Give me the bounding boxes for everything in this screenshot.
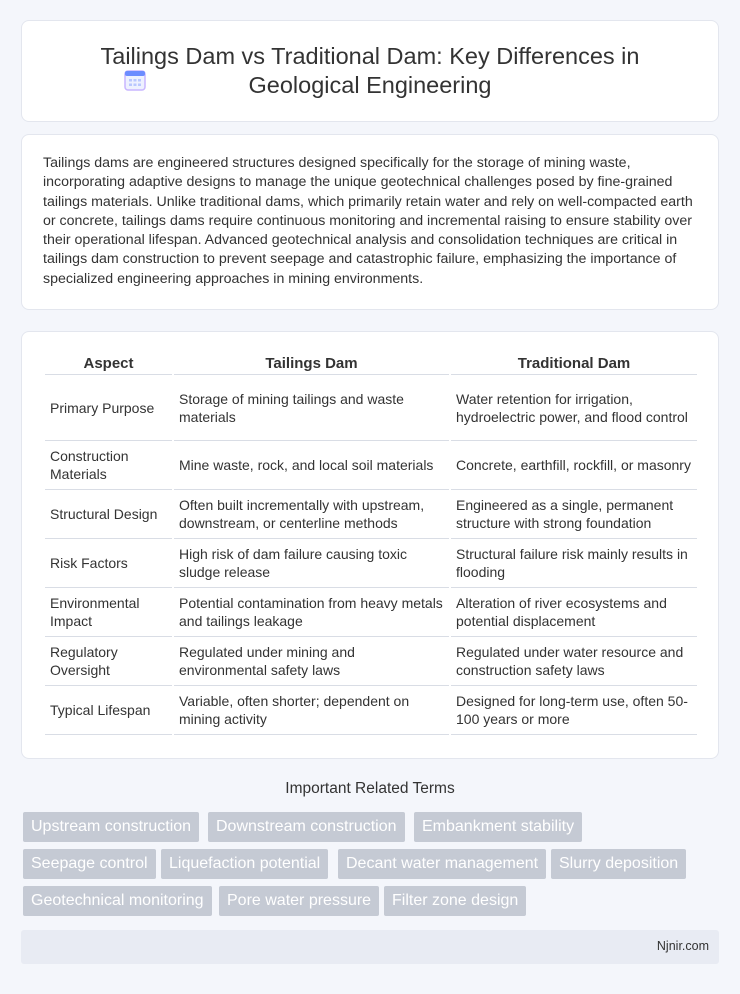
aspect-cell: Construction Materials xyxy=(45,441,172,490)
table-row xyxy=(45,686,697,735)
term-tag[interactable]: Upstream construction xyxy=(23,812,199,842)
term-tag[interactable]: Slurry deposition xyxy=(551,849,686,879)
term-tag[interactable]: Pore water pressure xyxy=(219,886,379,916)
comparison-table xyxy=(43,353,699,735)
term-tag[interactable]: Filter zone design xyxy=(384,886,526,916)
aspect-cell: Regulatory Oversight xyxy=(45,637,172,686)
tailings-cell: Storage of mining tailings and waste materials xyxy=(174,375,449,441)
table-row xyxy=(45,490,697,539)
table-row xyxy=(45,441,697,490)
aspect-cell: Primary Purpose xyxy=(45,375,172,441)
term-tag[interactable]: Downstream construction xyxy=(208,812,405,842)
footer xyxy=(21,930,719,964)
term-tag[interactable]: Decant water management xyxy=(338,849,546,879)
page-title: Tailings Dam vs Traditional Dam: Key Differences in Geological Engineering xyxy=(100,43,640,98)
footer-site-name: Njnir.com xyxy=(656,939,709,953)
traditional-cell: Engineered as a single, permanent structure with strong foundation xyxy=(451,490,697,539)
header-card xyxy=(21,20,719,122)
intro-paragraph: Tailings dams are engineered structures designed specifically for the storage of mining waste, incorporating adaptive designs to manage the unique geotechnical challenges posed by fine-grained tailings materials. Unlike traditional dams, which primarily retain water and rely on well-compacted earth or concrete, tailings dams require continuous monitoring and incremental raising to ensure stability over their operational lifespan. Advanced geotechnical analysis and consolidation techniques are critical in tailings dam construction to prevent seepage and catastrophic failure, emphasizing the importance of specialized engineering approaches in mining environments. xyxy=(43,155,693,287)
header-tailings-dam: Tailings Dam xyxy=(174,353,449,375)
related-terms-heading: Important Related Terms xyxy=(285,780,455,797)
comparison-card xyxy=(21,331,719,759)
term-tag[interactable]: Geotechnical monitoring xyxy=(23,886,212,916)
traditional-cell: Structural failure risk mainly results in flooding xyxy=(451,539,697,588)
aspect-cell: Environmental Impact xyxy=(45,588,172,637)
table-row xyxy=(45,539,697,588)
intro-card xyxy=(21,134,719,310)
table-row xyxy=(45,637,697,686)
traditional-cell: Concrete, earthfill, rockfill, or masonry xyxy=(451,441,697,490)
aspect-cell: Structural Design xyxy=(45,490,172,539)
traditional-cell: Regulated under water resource and construction safety laws xyxy=(451,637,697,686)
term-tag[interactable]: Liquefaction potential xyxy=(161,849,328,879)
calendar-icon xyxy=(123,68,147,92)
tailings-cell: High risk of dam failure causing toxic sludge release xyxy=(174,539,449,588)
header-traditional-dam: Traditional Dam xyxy=(451,353,697,375)
tailings-cell: Regulated under mining and environmental safety laws xyxy=(174,637,449,686)
table-row xyxy=(45,588,697,637)
header-aspect: Aspect xyxy=(45,353,172,375)
term-tag[interactable]: Seepage control xyxy=(23,849,156,879)
term-tag[interactable]: Embankment stability xyxy=(414,812,582,842)
traditional-cell: Designed for long-term use, often 50-100 years or more xyxy=(451,686,697,735)
aspect-cell: Typical Lifespan xyxy=(45,686,172,735)
tailings-cell: Mine waste, rock, and local soil materials xyxy=(174,441,449,490)
traditional-cell: Water retention for irrigation, hydroelectric power, and flood control xyxy=(451,375,697,441)
tailings-cell: Variable, often shorter; dependent on mining activity xyxy=(174,686,449,735)
tailings-cell: Often built incrementally with upstream, downstream, or centerline methods xyxy=(174,490,449,539)
tailings-cell: Potential contamination from heavy metals and tailings leakage xyxy=(174,588,449,637)
table-row xyxy=(45,375,697,441)
traditional-cell: Alteration of river ecosystems and potential displacement xyxy=(451,588,697,637)
aspect-cell: Risk Factors xyxy=(45,539,172,588)
